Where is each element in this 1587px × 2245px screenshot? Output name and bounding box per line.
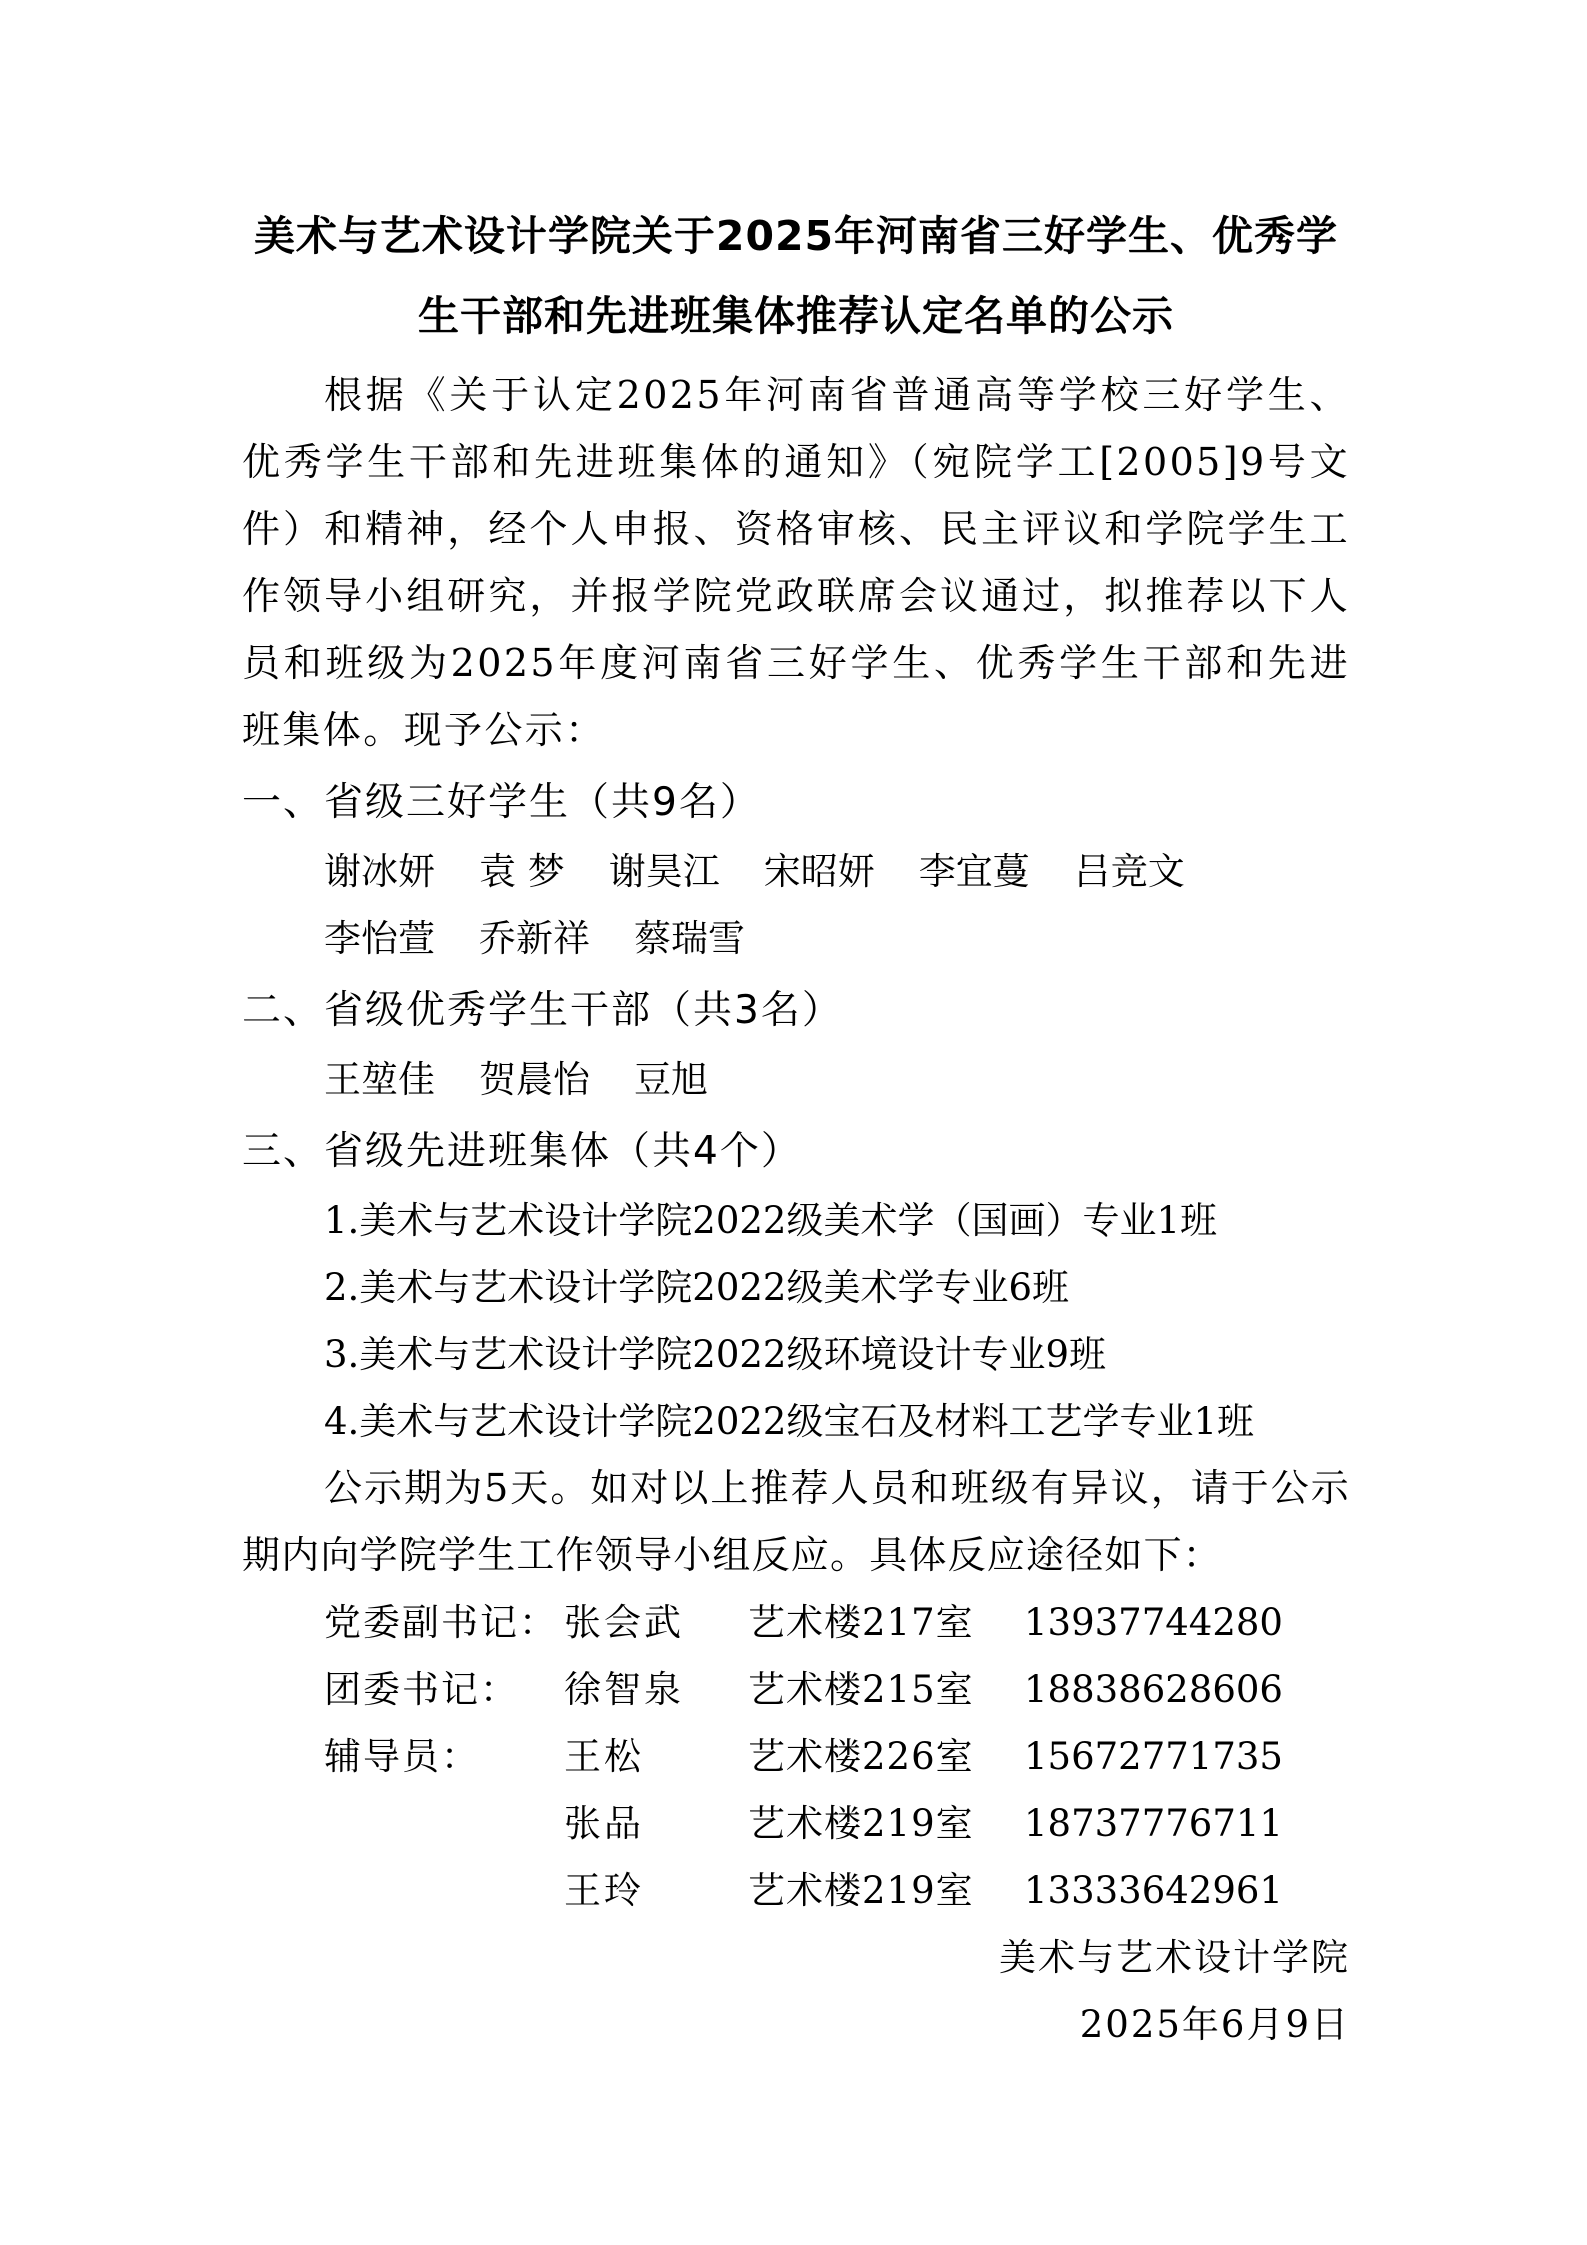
title-line-2: 生干部和先进班集体推荐认定名单的公示 xyxy=(418,292,1174,340)
contact-room: 艺术楼215室 xyxy=(748,1668,974,1711)
contact-name: 王松 xyxy=(564,1735,644,1778)
signature-date: 2025年6月9日 xyxy=(1079,2003,1350,2046)
section-heading-outstanding-cadres: 二、省级优秀学生干部（共3名） xyxy=(242,988,843,1033)
advanced-class-item: 2.美术与艺术设计学院2022级美术学专业6班 xyxy=(324,1266,1070,1309)
advanced-class-item: 1.美术与艺术设计学院2022级美术学（国画）专业1班 xyxy=(324,1199,1218,1242)
contact-room: 艺术楼219室 xyxy=(748,1802,974,1845)
contact-name: 张品 xyxy=(564,1802,644,1845)
contact-row xyxy=(242,1656,1350,1723)
contact-row xyxy=(242,1589,1350,1656)
document-body xyxy=(242,196,1350,2058)
student-name: 宋昭妍 xyxy=(763,850,875,893)
contact-row xyxy=(242,1723,1350,1790)
student-name: 谢冰妍 xyxy=(324,850,435,893)
cadre-name: 豆旭 xyxy=(634,1058,708,1101)
student-name: 乔新祥 xyxy=(479,917,590,960)
contact-phone: 13333642961 xyxy=(1024,1869,1283,1912)
contact-role: 党委副书记： xyxy=(324,1601,558,1644)
student-name: 谢昊江 xyxy=(608,850,720,893)
contact-row xyxy=(242,1857,1350,1924)
contact-room: 艺术楼219室 xyxy=(748,1869,974,1912)
contact-name: 王玲 xyxy=(564,1869,644,1912)
contact-phone: 15672771735 xyxy=(1024,1735,1283,1778)
contact-name: 徐智泉 xyxy=(564,1668,684,1711)
student-name: 李怡萱 xyxy=(324,917,435,960)
contact-phone: 18737776711 xyxy=(1024,1802,1283,1845)
section-heading-three-good-students: 一、省级三好学生（共9名） xyxy=(242,780,761,825)
contact-room: 艺术楼217室 xyxy=(748,1601,974,1644)
outstanding-cadres-list xyxy=(242,1046,1350,1113)
contact-name: 张会武 xyxy=(564,1601,684,1644)
contact-role: 辅导员： xyxy=(324,1735,480,1778)
contact-row xyxy=(242,1790,1350,1857)
advanced-class-item: 3.美术与艺术设计学院2022级环境设计专业9班 xyxy=(324,1333,1107,1376)
signature-org: 美术与艺术设计学院 xyxy=(999,1936,1350,1979)
three-good-students-list xyxy=(242,838,1350,972)
advanced-class-item: 4.美术与艺术设计学院2022级宝石及材料工艺学专业1班 xyxy=(324,1400,1255,1443)
student-name: 蔡瑞雪 xyxy=(634,917,745,960)
cadre-name: 王堃佳 xyxy=(324,1058,435,1101)
contact-phone: 18838628606 xyxy=(1024,1668,1283,1711)
contact-room: 艺术楼226室 xyxy=(748,1735,974,1778)
section-heading-advanced-classes: 三、省级先进班集体（共4个） xyxy=(242,1129,802,1174)
contact-phone: 13937744280 xyxy=(1024,1601,1283,1644)
intro-paragraph: 根据《关于认定2025年河南省普通高等学校三好学生、优秀学生干部和先进班集体的通知》（宛院学工[2005]9号文件）和精神，经个人申报、资格审核、民主评议和学院学生工作领导小组研究，并报学院党政联席会议通过，拟推荐以下人员和班级为2025年度河南省三好学生、优秀学生干部和先进班集体。现予公示： xyxy=(242,373,1350,752)
student-name: 吕竞文 xyxy=(1073,850,1185,893)
notice-paragraph: 公示期为5天。如对以上推荐人员和班级有异议，请于公示期内向学院学生工作领导小组反应。具体反应途径如下： xyxy=(242,1466,1350,1577)
contact-role: 团委书记： xyxy=(324,1668,519,1711)
student-name: 李宜蔓 xyxy=(918,850,1030,893)
cadre-name: 贺晨怡 xyxy=(479,1058,590,1101)
student-name: 袁 梦 xyxy=(479,850,565,893)
title-line-1: 美术与艺术设计学院关于2025年河南省三好学生、优秀学 xyxy=(253,212,1339,260)
